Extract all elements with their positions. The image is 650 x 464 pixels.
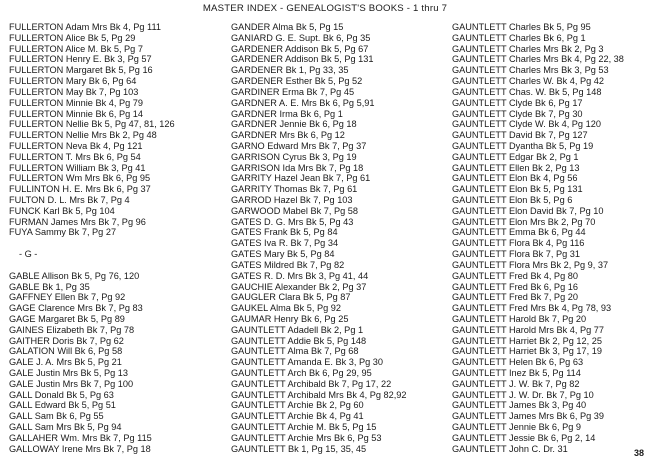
index-entry: GALL Sam Mrs Bk 5, Pg 94 xyxy=(9,422,122,433)
index-entry: GAINES Elizabeth Bk 7, Pg 78 xyxy=(9,324,135,335)
index-entry: GATES R. D. Mrs Bk 3, Pg 41, 44 xyxy=(231,270,369,281)
index-entry: GAUNTLETT Jessie Bk 6, Pg 2, 14 xyxy=(452,432,596,443)
index-entry: GAUNTLETT Elon Bk 4, Pg 56 xyxy=(452,173,578,184)
index-entry: GAUNTLETT Clyde Bk 6, Pg 17 xyxy=(452,97,583,108)
index-entry: GARDENER Addison Bk 5, Pg 131 xyxy=(231,54,374,65)
index-entry: FULLINTON H. E. Mrs Bk 6, Pg 37 xyxy=(9,184,151,195)
index-entry: GAUNTLETT Harriet Bk 2, Pg 12, 25 xyxy=(452,335,602,346)
index-entry: GAUNTLETT John C. Dr. 31 xyxy=(452,443,568,454)
index-entry: FULLERTON May Bk 7, Pg 103 xyxy=(9,86,139,97)
index-entry: GALL Sam Bk 6, Pg 55 xyxy=(9,411,104,422)
index-entry: GAUNTLETT Harriet Bk 3, Pg 17, 19 xyxy=(452,346,602,357)
index-entry: FULTON D. L. Mrs Bk 7, Pg 4 xyxy=(9,195,130,205)
index-entry: GAUNTLETT Archie M. Bk 5, Pg 15 xyxy=(231,422,377,433)
index-entry: GAUNTLETT Adadell Bk 2, Pg 1 xyxy=(231,324,364,335)
index-entry: GARRITY Hazel Jean Bk 7, Pg 61 xyxy=(231,173,371,184)
index-entry: GARDNER A. E. Mrs Bk 6, Pg 5,91 xyxy=(231,97,375,108)
index-entry: GAUNTLETT Harold Bk 7, Pg 20 xyxy=(452,313,587,324)
index-entry: GAUNTLETT James Bk 3, Pg 40 xyxy=(452,400,587,411)
index-entry: GAGE Margaret Bk 5, Pg 89 xyxy=(9,313,125,324)
index-entry: FULLERTON T. Mrs Bk 6, Pg 54 xyxy=(9,151,141,162)
index-entry: GAUNTLETT Elon Bk 5, Pg 6 xyxy=(452,195,573,205)
index-entry: GAUNTLETT Amanda E. Bk 3, Pg 30 xyxy=(231,357,384,368)
blank-line xyxy=(9,238,221,249)
index-entry: GAUNTLETT Chas. W. Bk 5, Pg 148 xyxy=(452,86,602,97)
index-entry: FULLERTON Adam Mrs Bk 4, Pg 111 xyxy=(9,22,161,32)
index-entry: GARRISON Cyrus Bk 3, Pg 19 xyxy=(231,151,357,162)
index-entry: FULLERTON William Bk 3, Pg 41 xyxy=(9,162,146,173)
index-entry: GAUNTLETT Charles Mrs Bk 4, Pg 22, 38 xyxy=(452,54,624,65)
index-entry: GAUNTLETT Charles Bk 6, Pg 1 xyxy=(452,32,586,43)
index-entry: FULLERTON Henry E. Bk 3, Pg 57 xyxy=(9,54,152,65)
index-entry: FULLERTON Minnie Bk 6, Pg 14 xyxy=(9,108,143,119)
index-entry: GARDINER Erma Bk 7, Pg 45 xyxy=(231,86,355,97)
index-entry: GAUNTLETT J. W. Bk 7, Pg 82 xyxy=(452,378,580,389)
index-entry: GAUKEL Alma Bk 5, Pg 92 xyxy=(231,303,341,314)
index-entry: GATES D. G. Mrs Bk 5, Pg 43 xyxy=(231,216,354,227)
index-entry: GAUNTLETT Flora Bk 7, Pg 31 xyxy=(452,249,580,260)
index-entry: GAFFNEY Ellen Bk 7, Pg 92 xyxy=(9,292,126,303)
index-entry: FUYA Sammy Bk 7, Pg 27 xyxy=(9,227,117,238)
index-entry: FULLERTON Alice M. Bk 5, Pg 7 xyxy=(9,43,143,54)
index-entry: GAUNTLETT Dyantha Bk 5, Pg 19 xyxy=(452,140,594,151)
index-entry: FUNCK Karl Bk 5, Pg 104 xyxy=(9,205,115,216)
index-entry: GAGE Clarence Mrs Bk 7, Pg 83 xyxy=(9,303,143,314)
index-entry: GAUNTLETT Fred Bk 4, Pg 80 xyxy=(452,270,578,281)
index-entry: GAUNTLETT Arch Bk 6, Pg 29, 95 xyxy=(231,368,372,378)
index-entry: FULLERTON Nellie Bk 5, Pg 47, 81, 126 xyxy=(9,119,175,130)
index-entry: GAUNTLETT Jennie Bk 6, Pg 9 xyxy=(452,422,582,433)
index-entry: GAUNTLETT Bk 1, Pg 15, 35, 45 xyxy=(231,443,367,454)
index-entry: FURMAN James Mrs Bk 7, Pg 96 xyxy=(9,216,146,227)
index-entry: GAUNTLETT Archie Bk 2, Pg 60 xyxy=(231,400,364,411)
index-entry: GABLE Bk 1, Pg 35 xyxy=(9,281,90,292)
index-column-2 xyxy=(231,22,443,455)
index-entry: GANIARD G. E. Supt. Bk 6, Pg 35 xyxy=(231,32,371,43)
index-entry: GAUNTLETT Clyde W. Bk 4, Pg 120 xyxy=(452,119,601,130)
index-entry: GAUNTLETT Charles Mrs Bk 3, Pg 53 xyxy=(452,65,609,76)
index-entry: GALLOWAY Irene Mrs Bk 7, Pg 18 xyxy=(9,443,151,454)
index-entry: GARNO Edward Mrs Bk 7, Pg 37 xyxy=(231,140,367,151)
index-entry: GAUNTLETT Charles W. Bk 4, Pg 42 xyxy=(452,76,604,87)
index-entry: GAUNTLETT Charles Bk 5, Pg 95 xyxy=(452,22,591,32)
index-entry: GARRISON Ida Mrs Bk 7, Pg 18 xyxy=(231,162,364,173)
index-entry: FULLERTON Mary Bk 6, Pg 64 xyxy=(9,76,137,87)
index-entry: GAUNTLETT James Mrs Bk 6, Pg 39 xyxy=(452,411,604,422)
index-entry: GAUNTLETT Emma Bk 6, Pg 44 xyxy=(452,227,586,238)
index-entry: GARDENER Esther Bk 5, Pg 52 xyxy=(231,76,363,87)
index-entry: GARDNER Irma Bk 6, Pg 1 xyxy=(231,108,343,119)
index-entry: GATES Mary Bk 5, Pg 84 xyxy=(231,249,335,260)
index-entry: GAUNTLETT Charles Mrs Bk 2, Pg 3 xyxy=(452,43,604,54)
index-entry: GAUNTLETT Addie Bk 5, Pg 148 xyxy=(231,335,367,346)
index-entry: GAUNTLETT Flora Bk 4, Pg 116 xyxy=(452,238,585,249)
index-entry: GATES Iva R. Bk 7, Pg 34 xyxy=(231,238,339,249)
index-entry: GAUNTLETT Edgar Bk 2, Pg 1 xyxy=(452,151,579,162)
index-entry: GARDENER Bk 1, Pg 33, 35 xyxy=(231,65,349,76)
index-entry: FULLERTON Wm Mrs Bk 6, Pg 95 xyxy=(9,173,151,184)
index-entry: FULLERTON Alice Bk 5, Pg 29 xyxy=(9,32,136,43)
index-entry: FULLERTON Neva Bk 4, Pg 121 xyxy=(9,140,143,151)
index-entry: GATES Mildred Bk 7, Pg 82 xyxy=(231,259,345,270)
index-entry: GAUGLER Clara Bk 5, Pg 87 xyxy=(231,292,351,303)
index-entry: GAUNTLETT Alma Bk 7, Pg 68 xyxy=(231,346,359,357)
index-entry: GARDNER Jennie Bk 6, Pg 18 xyxy=(231,119,357,130)
index-entry: GATES Frank Bk 5, Pg 84 xyxy=(231,227,338,238)
index-entry: GAUNTLETT Archibald Bk 7, Pg 17, 22 xyxy=(231,378,392,389)
index-entry: GAUCHIE Alexander Bk 2, Pg 37 xyxy=(231,281,367,292)
index-entry: GAUNTLETT Archibald Mrs Bk 4, Pg 82,92 xyxy=(231,389,407,400)
index-entry: GALLAHER Wm. Mrs Bk 7, Pg 115 xyxy=(9,432,152,443)
index-entry: GAUNTLETT Archie Mrs Bk 6, Pg 53 xyxy=(231,432,382,443)
index-entry: GAUNTLETT Archie Bk 4, Pg 41 xyxy=(231,411,364,422)
index-entry: GARDENER Addison Bk 5, Pg 67 xyxy=(231,43,369,54)
index-entry: GALL Donald Bk 5, Pg 63 xyxy=(9,389,114,400)
index-entry: GAUNTLETT Ellen Bk 2, Pg 13 xyxy=(452,162,580,173)
index-entry: GARRITY Thomas Bk 7, Pg 61 xyxy=(231,184,358,195)
index-entry: GAUNTLETT Clyde Bk 7, Pg 30 xyxy=(452,108,583,119)
index-entry: GAUNTLETT Elon Mrs Bk 2, Pg 70 xyxy=(452,216,596,227)
index-column-3 xyxy=(452,22,650,455)
blank-line xyxy=(9,260,221,271)
index-entry: GAUNTLETT Fred Bk 7, Pg 20 xyxy=(452,292,578,303)
index-entry: GAUNTLETT Flora Mrs Bk 2, Pg 9, 37 xyxy=(452,259,609,270)
index-entry: GABLE Allison Bk 5, Pg 76, 120 xyxy=(9,270,140,281)
index-entry: GANDER Alma Bk 5, Pg 15 xyxy=(231,22,344,32)
index-entry: GARDNER Mrs Bk 6, Pg 12 xyxy=(231,130,345,141)
section-letter-heading: - G - xyxy=(19,249,38,260)
index-entry: GALE Justin Mrs Bk 7, Pg 100 xyxy=(9,378,134,389)
index-entry: GAUNTLETT Harold Mrs Bk 4, Pg 77 xyxy=(452,324,604,335)
index-entry: GARWOOD Mabel Bk 7, Pg 58 xyxy=(231,205,358,216)
index-entry: FULLERTON Nellie Mrs Bk 2, Pg 48 xyxy=(9,130,157,141)
index-entry: GALL Edward Bk 5, Pg 51 xyxy=(9,400,116,411)
page-header: MASTER INDEX - GENEALOGIST'S BOOKS - 1 thru 7 xyxy=(202,3,448,14)
index-entry: GALE J. A. Mrs Bk 5, Pg 21 xyxy=(9,357,122,368)
page-number: 38 xyxy=(633,448,644,458)
index-entry: GALATION Will Bk 6, Pg 58 xyxy=(9,346,123,357)
index-entry: GAUNTLETT Elon Bk 5, Pg 131 xyxy=(452,184,583,195)
index-entry: GARROD Hazel Bk 7, Pg 103 xyxy=(231,195,353,205)
index-entry: GAUNTLETT J. W. Dr. Bk 7, Pg 10 xyxy=(452,389,594,400)
index-entry: GAUNTLETT David Bk 7, Pg 127 xyxy=(452,130,588,141)
index-entry: GALE Justin Mrs Bk 5, Pg 13 xyxy=(9,368,128,378)
index-entry: GAUNTLETT Fred Bk 6, Pg 16 xyxy=(452,281,578,292)
index-entry: GAUNTLETT Fred Mrs Bk 4, Pg 78, 93 xyxy=(452,303,612,314)
index-entry: GAUNTLETT Elon David Bk 7, Pg 10 xyxy=(452,205,604,216)
index-column-1 xyxy=(9,22,221,455)
index-entry: FULLERTON Margaret Bk 5, Pg 16 xyxy=(9,65,153,76)
index-entry: FULLERTON Minnie Bk 4, Pg 79 xyxy=(9,97,143,108)
index-entry: GAITHER Doris Bk 7, Pg 62 xyxy=(9,335,124,346)
index-entry: GAUNTLETT Helen Bk 6, Pg 63 xyxy=(452,357,584,368)
index-entry: GAUNTLETT Inez Bk 5, Pg 114 xyxy=(452,368,581,378)
index-entry: GAUMAR Henry Bk 6, Pg 25 xyxy=(231,313,349,324)
